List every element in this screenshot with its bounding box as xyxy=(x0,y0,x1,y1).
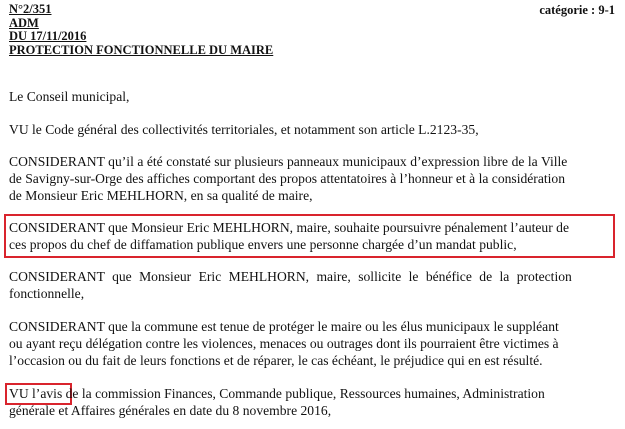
deliberation-number: N°2/351 xyxy=(9,2,52,16)
considerant-paragraph-2 xyxy=(9,219,612,253)
vu-code-paragraph: VU le Code général des collectivités territoriales, et notamment son article L.2123-35, xyxy=(9,122,479,137)
paragraph-line xyxy=(9,385,612,402)
paragraph-line: CONSIDERANT que la commune est tenue de protéger le maire ou les élus municipaux le suppléant xyxy=(9,319,559,334)
deliberation-title: PROTECTION FONCTIONNELLE DU MAIRE xyxy=(9,42,274,57)
considerant-paragraph-1 xyxy=(9,153,612,204)
paragraph-line: de Savigny-sur-Orge des affiches comportant des propos attentatoires à l’honneur et à la considération xyxy=(9,171,566,186)
paragraph-line: ou ayant reçu délégation contre les violences, menaces ou outrages dont ils pourraient être victimes à xyxy=(9,336,559,351)
paragraph-line: de Monsieur Eric MEHLHORN, en sa qualité de maire, xyxy=(9,188,313,203)
service-code: ADM xyxy=(9,15,39,30)
paragraph-line: CONSIDERANT que Monsieur Eric MEHLHORN, maire, sollicite le bénéfice de la protection xyxy=(9,269,572,284)
paragraph-line: ces propos du chef de diffamation publique envers une personne chargée d’un mandat public, xyxy=(9,237,517,252)
vu-avis-highlighted-text: VU l’avis xyxy=(9,386,63,401)
paragraph-line: fonctionnelle, xyxy=(9,286,85,301)
vu-avis-text: de la commission Finances, Commande publique, Ressources humaines, Administration xyxy=(62,386,545,401)
paragraph-line: CONSIDERANT que Monsieur Eric MEHLHORN, maire, souhaite poursuivre pénalement l’auteur de xyxy=(9,220,569,235)
category-label: catégorie : 9-1 xyxy=(539,3,615,17)
paragraph-line: générale et Affaires générales en date du 8 novembre 2016, xyxy=(9,403,332,418)
considerant-paragraph-3 xyxy=(9,268,612,302)
deliberation-date: DU 17/11/2016 xyxy=(9,29,87,43)
paragraph-line: CONSIDERANT qu’il a été constaté sur plusieurs panneaux municipaux d’expression libre de la Ville xyxy=(9,154,568,169)
deliberation-header xyxy=(9,3,273,57)
intro-paragraph: Le Conseil municipal, xyxy=(9,89,130,104)
paragraph-line: l’occasion ou du fait de leurs fonctions et de réparer, le cas échéant, le préjudice qui en est résulté. xyxy=(9,353,543,368)
considerant-paragraph-4 xyxy=(9,318,612,369)
vu-avis-paragraph xyxy=(9,385,612,419)
